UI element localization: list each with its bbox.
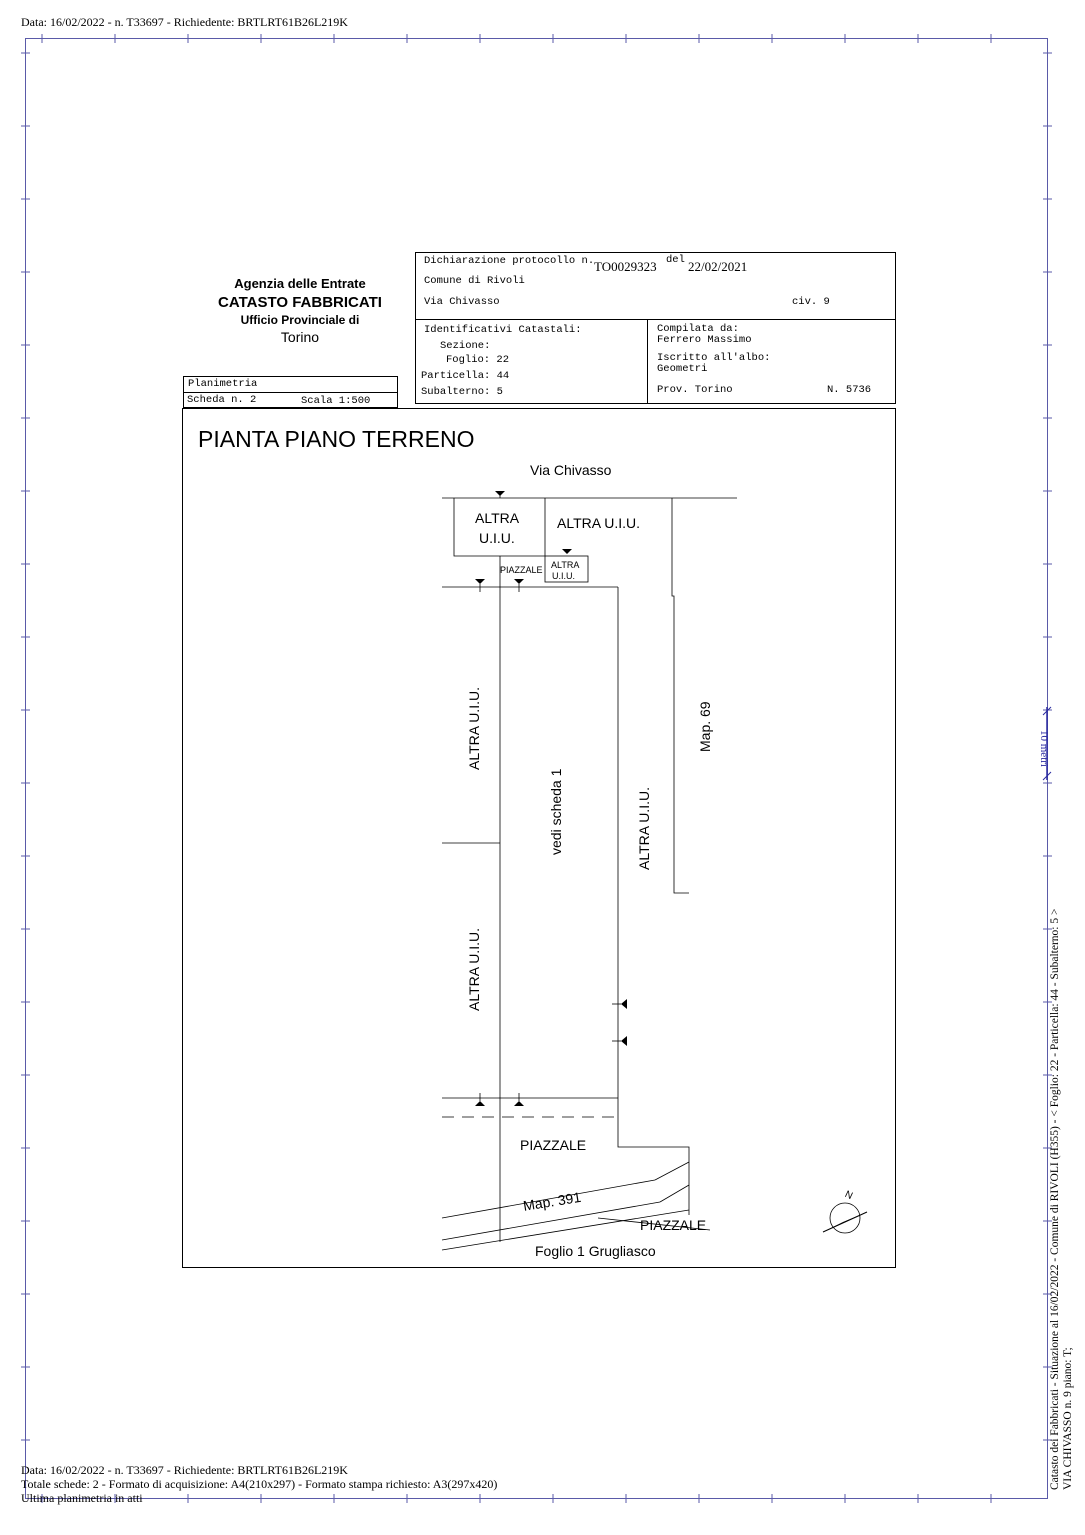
agency-city: Torino bbox=[280, 329, 320, 345]
foglio: Foglio: 22 bbox=[446, 354, 510, 366]
side-note bbox=[1049, 909, 1075, 1490]
planimetria-label: Planimetria bbox=[188, 378, 258, 390]
label-map69: Map. 69 bbox=[697, 701, 713, 752]
map391-line-end bbox=[655, 1162, 689, 1180]
access-marker bbox=[514, 1101, 524, 1106]
label-altra-right: ALTRA U.I.U. bbox=[636, 787, 652, 870]
label-altra-small-2: U.I.U. bbox=[552, 571, 576, 581]
particella: Particella: 44 bbox=[421, 370, 510, 382]
via: Via Chivasso bbox=[424, 296, 500, 308]
label-piazzale-right: PIAZZALE bbox=[640, 1217, 707, 1233]
access-marker bbox=[621, 1036, 627, 1046]
label-altra-small-1: ALTRA bbox=[551, 560, 580, 570]
side-note-line1: Catasto dei Fabbricati - Situazione al 16/02/2022 - Comune di RIVOLI (H355) - < Foglio: 22 - Particella: 44 - Subalterno: 5 > bbox=[1049, 908, 1061, 1490]
protocol-date: 22/02/2021 bbox=[688, 259, 748, 274]
access-marker bbox=[621, 999, 627, 1009]
access-marker bbox=[475, 1101, 485, 1106]
access-marker bbox=[475, 579, 485, 584]
scheda-number: Scheda n. 2 bbox=[187, 394, 257, 406]
comune: Comune di Rivoli bbox=[424, 275, 525, 287]
label-altra-2: U.I.U. bbox=[479, 530, 515, 546]
numero-albo: N. 5736 bbox=[827, 384, 872, 396]
compilata-name: Ferrero Massimo bbox=[657, 334, 752, 346]
label-north: N bbox=[843, 1188, 855, 1203]
protocol-del: del bbox=[666, 254, 685, 266]
sezione: Sezione: bbox=[440, 340, 491, 352]
label-altra-uiu-top: ALTRA U.I.U. bbox=[557, 515, 640, 531]
altra-uiu-block bbox=[454, 498, 545, 556]
agency-office: Ufficio Provinciale di bbox=[240, 313, 360, 327]
identificativi-title: Identificativi Catastali: bbox=[424, 324, 582, 336]
footer-line3: Ultima planimetria in atti bbox=[21, 1491, 143, 1505]
provincia: Prov. Torino bbox=[657, 384, 733, 396]
corridor-right bbox=[618, 587, 689, 1215]
map69-boundary bbox=[672, 498, 689, 893]
label-piazzale-bottom: PIAZZALE bbox=[520, 1137, 587, 1153]
civico: civ. 9 bbox=[792, 296, 830, 308]
label-vedi-scheda: vedi scheda 1 bbox=[548, 768, 564, 855]
scale-bar-label: 10 metri bbox=[1038, 730, 1050, 767]
label-foglio-grugliasco: Foglio 1 Grugliasco bbox=[535, 1243, 656, 1259]
plan-title: PIANTA PIANO TERRENO bbox=[198, 426, 475, 452]
footer-line1: Data: 16/02/2022 - n. T33697 - Richiedente: BRTLRT61B26L219K bbox=[21, 1463, 348, 1477]
compilata-label: Compilata da: bbox=[657, 323, 739, 335]
label-altra-left-top: ALTRA U.I.U. bbox=[466, 687, 482, 770]
header-line: Data: 16/02/2022 - n. T33697 - Richiedente: BRTLRT61B26L219K bbox=[21, 15, 348, 29]
footer-line2: Totale schede: 2 - Formato di acquisizione: A4(210x297) - Formato stampa richiesto: A3(297x420) bbox=[21, 1477, 498, 1491]
label-altra-left-bottom: ALTRA U.I.U. bbox=[466, 928, 482, 1011]
side-note-line2: VIA CHIVASSO n. 9 piano: T; bbox=[1062, 1347, 1074, 1490]
albo: Geometri bbox=[657, 363, 708, 375]
agency-catasto: CATASTO FABBRICATI bbox=[218, 294, 382, 311]
label-via-chivasso: Via Chivasso bbox=[530, 462, 612, 478]
scala: Scala 1:500 bbox=[301, 395, 371, 407]
north-arrow-icon bbox=[823, 1203, 867, 1233]
protocol-label: Dichiarazione protocollo n. bbox=[424, 255, 595, 267]
protocol-number: TO0029323 bbox=[594, 259, 657, 274]
map391-line-bottom-end bbox=[660, 1185, 689, 1202]
access-marker bbox=[562, 549, 572, 554]
label-map391: Map. 391 bbox=[522, 1188, 583, 1214]
subalterno: Subalterno: 5 bbox=[421, 386, 503, 398]
label-altra-1: ALTRA bbox=[475, 510, 520, 526]
label-piazzale-small: PIAZZALE bbox=[500, 565, 543, 575]
agency-name: Agenzia delle Entrate bbox=[234, 276, 366, 291]
footer bbox=[21, 1463, 497, 1505]
iscritto-label: Iscritto all'albo: bbox=[657, 352, 771, 364]
access-marker bbox=[514, 579, 524, 584]
